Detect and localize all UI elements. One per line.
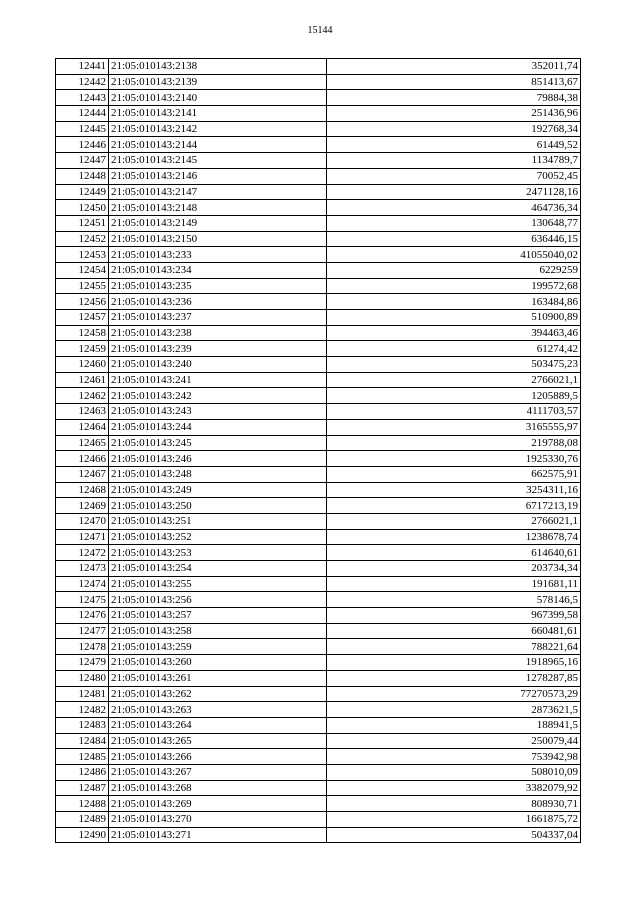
table-row [56,404,581,420]
cadastral-number-cell: 21:05:010143:2144 [109,137,327,153]
cadastral-number-cell: 21:05:010143:245 [109,435,327,451]
cadastral-value-cell: 6229259 [327,262,581,278]
table-row [56,325,581,341]
cadastral-value-cell: 614640,61 [327,545,581,561]
table-row [56,717,581,733]
row-number-cell: 12490 [56,827,109,843]
cadastral-number-cell: 21:05:010143:2149 [109,215,327,231]
row-number-cell: 12468 [56,482,109,498]
row-number-cell: 12455 [56,278,109,294]
table-row [56,200,581,216]
table-row [56,357,581,373]
table-row [56,372,581,388]
table-row [56,106,581,122]
row-number-cell: 12443 [56,90,109,106]
row-number-cell: 12445 [56,121,109,137]
row-number-cell: 12453 [56,247,109,263]
cadastral-value-cell: 219788,08 [327,435,581,451]
cadastral-value-cell: 6717213,19 [327,498,581,514]
cadastral-value-cell: 41055040,02 [327,247,581,263]
row-number-cell: 12478 [56,639,109,655]
row-number-cell: 12487 [56,780,109,796]
row-number-cell: 12464 [56,419,109,435]
table-row [56,388,581,404]
row-number-cell: 12448 [56,168,109,184]
row-number-cell: 12466 [56,451,109,467]
cadastral-number-cell: 21:05:010143:2146 [109,168,327,184]
table-row [56,341,581,357]
table-row [56,670,581,686]
cadastral-value-cell: 394463,46 [327,325,581,341]
cadastral-value-cell: 250079,44 [327,733,581,749]
cadastral-value-cell: 808930,71 [327,796,581,812]
table-row [56,294,581,310]
row-number-cell: 12444 [56,106,109,122]
cadastral-value-cell: 660481,61 [327,623,581,639]
table-row [56,278,581,294]
cadastral-number-cell: 21:05:010143:263 [109,702,327,718]
row-number-cell: 12477 [56,623,109,639]
cadastral-value-cell: 77270573,29 [327,686,581,702]
cadastral-value-cell: 967399,58 [327,608,581,624]
cadastral-number-cell: 21:05:010143:248 [109,466,327,482]
cadastral-value-cell: 199572,68 [327,278,581,294]
cadastral-value-cell: 3254311,16 [327,482,581,498]
row-number-cell: 12474 [56,576,109,592]
table-row [56,702,581,718]
cadastral-number-cell: 21:05:010143:252 [109,529,327,545]
table-row [56,576,581,592]
table-row [56,90,581,106]
row-number-cell: 12473 [56,561,109,577]
row-number-cell: 12467 [56,466,109,482]
table-row [56,215,581,231]
cadastral-value-cell: 1238678,74 [327,529,581,545]
row-number-cell: 12472 [56,545,109,561]
table-row [56,451,581,467]
table-row [56,419,581,435]
cadastral-number-cell: 21:05:010143:258 [109,623,327,639]
row-number-cell: 12482 [56,702,109,718]
cadastral-value-cell: 4111703,57 [327,404,581,420]
cadastral-value-cell: 504337,04 [327,827,581,843]
cadastral-value-cell: 636446,15 [327,231,581,247]
row-number-cell: 12488 [56,796,109,812]
cadastral-number-cell: 21:05:010143:253 [109,545,327,561]
row-number-cell: 12483 [56,717,109,733]
table-row [56,262,581,278]
table-body [56,59,581,843]
table-row [56,513,581,529]
cadastral-number-cell: 21:05:010143:240 [109,357,327,373]
row-number-cell: 12485 [56,749,109,765]
cadastral-number-cell: 21:05:010143:2140 [109,90,327,106]
cadastral-value-cell: 70052,45 [327,168,581,184]
cadastral-number-cell: 21:05:010143:267 [109,764,327,780]
cadastral-number-cell: 21:05:010143:238 [109,325,327,341]
cadastral-value-cell: 3382079,92 [327,780,581,796]
cadastral-value-cell: 163484,86 [327,294,581,310]
cadastral-value-cell: 188941,5 [327,717,581,733]
table-row [56,733,581,749]
cadastral-number-cell: 21:05:010143:254 [109,561,327,577]
row-number-cell: 12451 [56,215,109,231]
table-row [56,137,581,153]
cadastral-number-cell: 21:05:010143:262 [109,686,327,702]
table-row [56,749,581,765]
cadastral-value-cell: 2766021,1 [327,513,581,529]
cadastral-number-cell: 21:05:010143:246 [109,451,327,467]
table-row [56,482,581,498]
row-number-cell: 12463 [56,404,109,420]
table-row [56,639,581,655]
cadastral-number-cell: 21:05:010143:255 [109,576,327,592]
row-number-cell: 12461 [56,372,109,388]
table-row [56,812,581,828]
cadastral-value-cell: 578146,5 [327,592,581,608]
row-number-cell: 12450 [56,200,109,216]
table-row [56,59,581,75]
row-number-cell: 12481 [56,686,109,702]
cadastral-value-cell: 251436,96 [327,106,581,122]
cadastral-number-cell: 21:05:010143:261 [109,670,327,686]
table-row [56,153,581,169]
table-row [56,561,581,577]
row-number-cell: 12449 [56,184,109,200]
table-row [56,655,581,671]
row-number-cell: 12465 [56,435,109,451]
row-number-cell: 12459 [56,341,109,357]
cadastral-value-cell: 203734,34 [327,561,581,577]
page-number: 15144 [307,25,333,36]
cadastral-value-cell: 2873621,5 [327,702,581,718]
row-number-cell: 12489 [56,812,109,828]
cadastral-number-cell: 21:05:010143:2142 [109,121,327,137]
cadastral-value-cell: 662575,91 [327,466,581,482]
table-row [56,545,581,561]
table-row [56,168,581,184]
cadastral-number-cell: 21:05:010143:256 [109,592,327,608]
table-row [56,121,581,137]
cadastral-value-cell: 1278287,85 [327,670,581,686]
cadastral-number-cell: 21:05:010143:268 [109,780,327,796]
row-number-cell: 12475 [56,592,109,608]
table-row [56,466,581,482]
cadastral-value-cell: 510900,89 [327,310,581,326]
table-row [56,184,581,200]
row-number-cell: 12458 [56,325,109,341]
row-number-cell: 12471 [56,529,109,545]
cadastral-number-cell: 21:05:010143:235 [109,278,327,294]
cadastral-number-cell: 21:05:010143:265 [109,733,327,749]
cadastral-number-cell: 21:05:010143:2138 [109,59,327,75]
cadastral-value-cell: 2766021,1 [327,372,581,388]
cadastral-value-cell: 61449,52 [327,137,581,153]
cadastral-value-cell: 3165555,97 [327,419,581,435]
cadastral-number-cell: 21:05:010143:257 [109,608,327,624]
cadastral-number-cell: 21:05:010143:250 [109,498,327,514]
cadastral-number-cell: 21:05:010143:2141 [109,106,327,122]
row-number-cell: 12454 [56,262,109,278]
table-row [56,623,581,639]
row-number-cell: 12480 [56,670,109,686]
table-row [56,310,581,326]
cadastral-value-cell: 192768,34 [327,121,581,137]
table-row [56,529,581,545]
row-number-cell: 12470 [56,513,109,529]
cadastral-value-cell: 464736,34 [327,200,581,216]
cadastral-number-cell: 21:05:010143:249 [109,482,327,498]
row-number-cell: 12460 [56,357,109,373]
cadastral-number-cell: 21:05:010143:239 [109,341,327,357]
cadastral-number-cell: 21:05:010143:243 [109,404,327,420]
row-number-cell: 12441 [56,59,109,75]
cadastral-value-cell: 508010,09 [327,764,581,780]
cadastral-value-cell: 753942,98 [327,749,581,765]
row-number-cell: 12446 [56,137,109,153]
row-number-cell: 12479 [56,655,109,671]
table-row [56,780,581,796]
cadastral-value-table [55,58,581,843]
row-number-cell: 12486 [56,764,109,780]
row-number-cell: 12469 [56,498,109,514]
cadastral-number-cell: 21:05:010143:241 [109,372,327,388]
table-row [56,796,581,812]
table-row [56,74,581,90]
cadastral-value-cell: 851413,67 [327,74,581,90]
cadastral-number-cell: 21:05:010143:242 [109,388,327,404]
row-number-cell: 12457 [56,310,109,326]
cadastral-number-cell: 21:05:010143:2150 [109,231,327,247]
table-row [56,247,581,263]
row-number-cell: 12484 [56,733,109,749]
cadastral-number-cell: 21:05:010143:244 [109,419,327,435]
cadastral-number-cell: 21:05:010143:2147 [109,184,327,200]
cadastral-number-cell: 21:05:010143:237 [109,310,327,326]
cadastral-number-cell: 21:05:010143:2139 [109,74,327,90]
table-row [56,498,581,514]
cadastral-value-cell: 352011,74 [327,59,581,75]
cadastral-value-cell: 61274,42 [327,341,581,357]
cadastral-number-cell: 21:05:010143:251 [109,513,327,529]
cadastral-number-cell: 21:05:010143:271 [109,827,327,843]
cadastral-number-cell: 21:05:010143:233 [109,247,327,263]
cadastral-value-cell: 130648,77 [327,215,581,231]
cadastral-number-cell: 21:05:010143:236 [109,294,327,310]
cadastral-number-cell: 21:05:010143:259 [109,639,327,655]
table-row [56,435,581,451]
table-row [56,608,581,624]
cadastral-value-cell: 191681,11 [327,576,581,592]
table-row [56,592,581,608]
cadastral-value-cell: 1925330,76 [327,451,581,467]
cadastral-number-cell: 21:05:010143:2148 [109,200,327,216]
cadastral-number-cell: 21:05:010143:266 [109,749,327,765]
cadastral-number-cell: 21:05:010143:260 [109,655,327,671]
cadastral-number-cell: 21:05:010143:269 [109,796,327,812]
row-number-cell: 12452 [56,231,109,247]
cadastral-value-cell: 1661875,72 [327,812,581,828]
cadastral-value-cell: 79884,38 [327,90,581,106]
cadastral-value-cell: 503475,23 [327,357,581,373]
cadastral-number-cell: 21:05:010143:2145 [109,153,327,169]
cadastral-value-cell: 788221,64 [327,639,581,655]
cadastral-number-cell: 21:05:010143:264 [109,717,327,733]
cadastral-value-cell: 1205889,5 [327,388,581,404]
cadastral-value-cell: 1918965,16 [327,655,581,671]
cadastral-value-cell: 2471128,16 [327,184,581,200]
cadastral-number-cell: 21:05:010143:234 [109,262,327,278]
table-row [56,827,581,843]
row-number-cell: 12442 [56,74,109,90]
cadastral-value-cell: 1134789,7 [327,153,581,169]
table-row [56,686,581,702]
row-number-cell: 12456 [56,294,109,310]
row-number-cell: 12462 [56,388,109,404]
row-number-cell: 12476 [56,608,109,624]
row-number-cell: 12447 [56,153,109,169]
table-row [56,231,581,247]
cadastral-number-cell: 21:05:010143:270 [109,812,327,828]
table-row [56,764,581,780]
